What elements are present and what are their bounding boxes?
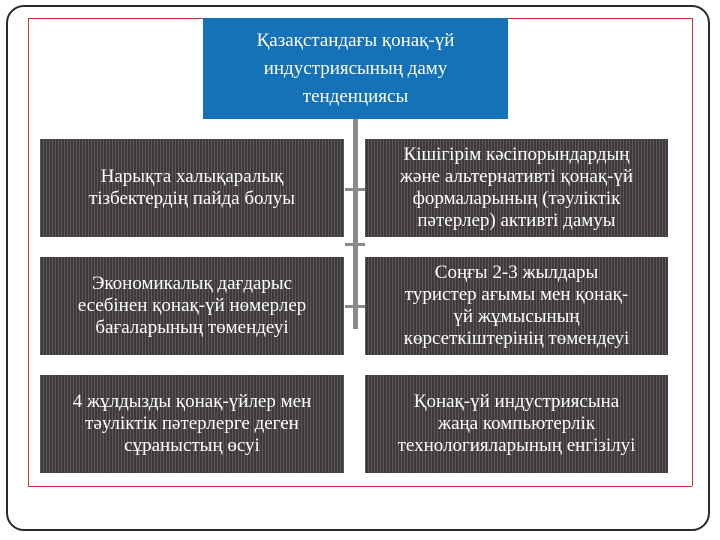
- trend-box-tourist-flow-decline: [365, 257, 668, 355]
- diagram-title-box: [203, 18, 508, 119]
- diagram-title-line2: индустриясының: [263, 57, 403, 79]
- connector-tick-2: [345, 243, 365, 246]
- trend-4-line3: үй жұмысының: [453, 306, 580, 327]
- diagram-title-line1: Қазақстандағы қонақ-үй: [256, 29, 455, 51]
- trend-2-line2: және альтернативті қонақ-үй: [399, 166, 634, 187]
- trend-6-line3: технологияларының енгізілуі: [397, 435, 636, 456]
- trend-box-computer-technologies: [365, 375, 668, 473]
- trend-box-demand-growth: [40, 375, 344, 473]
- vertical-connector: [353, 119, 358, 329]
- connector-tick-3: [345, 305, 365, 308]
- bottom-accent-line: [28, 486, 692, 487]
- connector-tick-1: [345, 188, 365, 191]
- trend-6-line2: жаңа компьютерлік: [437, 413, 596, 434]
- trend-2-line1: Кішігірім кәсіпорындардың: [403, 144, 630, 165]
- trend-4-line1: Соңғы 2-3 жылдары: [434, 262, 599, 283]
- trend-5-line1: 4 жұлдызды қонақ-үйлер мен: [72, 391, 312, 412]
- trend-3-line1: Экономикалық дағдарыс: [91, 273, 293, 294]
- trend-box-price-decline: [40, 257, 344, 355]
- trend-5-line3: сұраныстың өсуі: [124, 435, 260, 456]
- trend-4-line2: туристер ағымы мен қонақ-: [404, 284, 629, 305]
- diagram-title-line3: даму тенденциясы: [302, 57, 448, 107]
- trend-1-line2: тізбектердің пайда болуы: [88, 188, 296, 209]
- trend-6-line1: Қонақ-үй индустриясына: [413, 391, 620, 412]
- trend-1-line1: Нарықта халықаралық: [100, 166, 284, 187]
- trend-2-line4: пәтерлер) активті дамуы: [417, 210, 616, 231]
- trend-3-line2: есебінен қонақ-үй нөмерлер: [77, 295, 307, 316]
- trend-box-international-chains: [40, 139, 344, 237]
- trend-2-line3: формаларының (тәуліктік: [412, 188, 621, 209]
- trend-box-small-enterprises: [365, 139, 668, 237]
- trend-5-line2: тәуліктік пәтерлерге деген: [85, 413, 299, 434]
- trend-4-line4: көрсеткіштерінің төмендеуі: [403, 328, 630, 349]
- left-accent-line: [28, 18, 29, 486]
- right-accent-line: [692, 18, 693, 486]
- trend-3-line3: бағаларының төмендеуі: [95, 317, 289, 338]
